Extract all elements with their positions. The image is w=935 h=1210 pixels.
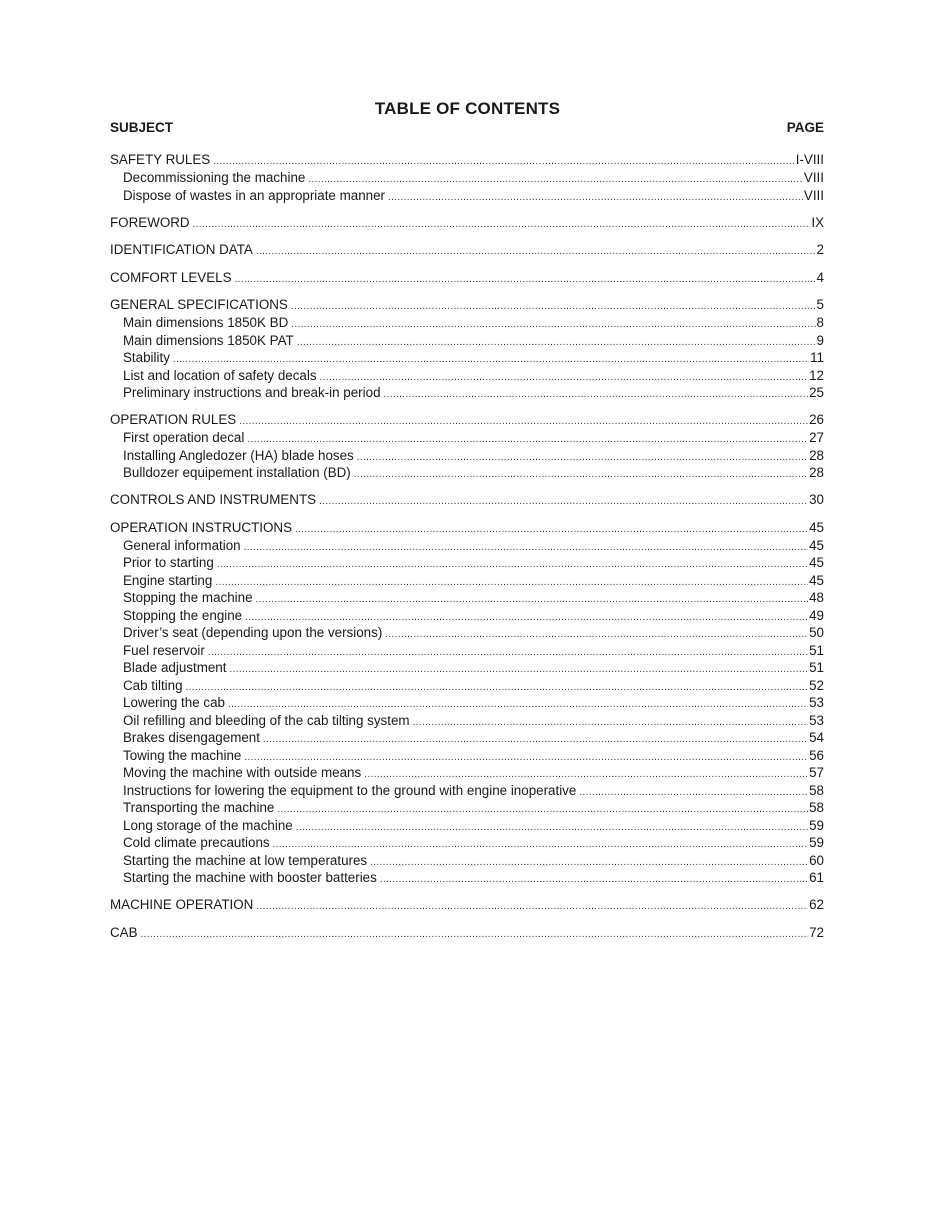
toc-subentry[interactable] [110, 852, 824, 870]
toc-entry-label: Main dimensions 1850K BD [123, 315, 289, 330]
toc-entry-label: Lowering the cab [123, 695, 225, 710]
dot-leader [141, 923, 809, 944]
toc-entry-label: OPERATION INSTRUCTIONS [110, 519, 293, 535]
toc-subentry[interactable] [110, 429, 824, 447]
toc-subentry[interactable] [110, 187, 824, 205]
toc-entry-label: CONTROLS AND INSTRUMENTS [110, 492, 317, 507]
toc-entry-label: MACHINE OPERATION [110, 897, 254, 912]
toc-subentry[interactable] [110, 447, 824, 465]
toc-subentry[interactable] [110, 869, 824, 887]
toc-subentry[interactable] [110, 799, 824, 817]
toc-subentry[interactable] [110, 782, 824, 800]
toc-section [110, 923, 824, 942]
subject-column-header: SUBJECT [110, 120, 174, 135]
toc-section-heading[interactable] [110, 895, 824, 914]
toc-subentry[interactable] [110, 367, 824, 385]
toc-subentry[interactable] [110, 384, 824, 402]
toc-entry-label: Starting the machine at low temperatures [123, 852, 368, 868]
toc-entry-label: Installing Angledozer (HA) blade hoses [123, 447, 354, 463]
toc-entry-label: Blade adjustment [123, 660, 227, 675]
toc-entry-page-number: 28 [809, 465, 824, 480]
toc-entry-page-number: 26 [809, 412, 824, 427]
toc-entry-page-number: 59 [809, 835, 824, 850]
toc-entry-label: FOREWORD [110, 214, 190, 230]
toc-entry-label: Moving the machine with outside means [123, 765, 362, 780]
toc-entry-label: Brakes disengagement [123, 730, 260, 745]
toc-entry-label: Stopping the machine [123, 590, 253, 605]
toc-entry-label: Main dimensions 1850K PAT [123, 332, 294, 348]
toc-entry-label: Dispose of wastes in an appropriate manner [123, 187, 386, 203]
toc-entry-page-number: IX [811, 214, 824, 230]
toc-entry-label: Cold climate precautions [123, 835, 270, 850]
toc-entry-page-number: 52 [809, 677, 824, 693]
toc-entry-label: First operation decal [123, 430, 245, 445]
toc-entry-label: Starting the machine with booster batteries [123, 870, 377, 885]
toc-subentry[interactable] [110, 572, 824, 590]
toc-subentry[interactable] [110, 349, 824, 367]
toc-entry-page-number: 53 [809, 712, 824, 728]
toc-entry-label: Towing the machine [123, 747, 242, 763]
toc-entry-label: SAFETY RULES [110, 152, 211, 167]
toc-entry-page-number: 45 [809, 519, 824, 535]
toc-entry-page-number: 59 [809, 817, 824, 833]
toc-subentry[interactable] [110, 589, 824, 607]
dot-leader [239, 410, 808, 431]
toc-subentry[interactable] [110, 537, 824, 555]
dot-leader [213, 150, 795, 171]
toc-entry-page-number: 27 [809, 430, 824, 445]
toc-section-heading[interactable] [110, 295, 824, 314]
toc-entry-page-number: 2 [816, 242, 824, 257]
dot-leader [319, 490, 808, 511]
dot-leader [380, 869, 808, 889]
toc-entry-page-number: I-VIII [795, 152, 824, 167]
toc-entry-page-number: 45 [809, 555, 824, 570]
toc-entry-page-number: 8 [816, 315, 824, 330]
toc-subentry[interactable] [110, 729, 824, 747]
toc-section-heading[interactable] [110, 518, 824, 537]
toc-entry-page-number: 50 [809, 625, 824, 640]
toc-entry-page-number: 56 [809, 747, 824, 763]
toc-entry-label: Preliminary instructions and break-in period [123, 385, 381, 400]
dot-leader [193, 213, 811, 234]
toc-subentry[interactable] [110, 677, 824, 695]
toc-section [110, 410, 824, 482]
toc-entry-label: Bulldozer equipement installation (BD) [123, 465, 351, 480]
toc-entry-page-number: 51 [809, 642, 824, 658]
toc-subentry[interactable] [110, 747, 824, 765]
toc-entry-page-number: 11 [810, 350, 824, 365]
dot-leader [235, 268, 816, 289]
toc-entry-label: General information [123, 537, 241, 553]
toc-section [110, 518, 824, 887]
toc-entry-page-number: 45 [809, 572, 824, 588]
toc-subentry[interactable] [110, 624, 824, 642]
toc-entry-label: Prior to starting [123, 555, 214, 570]
toc-subentry[interactable] [110, 694, 824, 712]
toc-entry-page-number: 49 [809, 607, 824, 623]
toc-entry-label: Engine starting [123, 572, 213, 588]
toc-section [110, 240, 824, 259]
toc-section-heading[interactable] [110, 410, 824, 429]
toc-section [110, 295, 824, 402]
toc-entry-page-number: 60 [809, 852, 824, 868]
page-title: TABLE OF CONTENTS [374, 99, 561, 118]
toc-entry-label: Stability [123, 350, 170, 365]
toc-entry-page-number: 4 [816, 269, 824, 285]
toc-subentry[interactable] [110, 834, 824, 852]
toc-entry-label: GENERAL SPECIFICATIONS [110, 297, 288, 312]
toc-section-heading[interactable] [110, 150, 824, 169]
toc-subentry[interactable] [110, 817, 824, 835]
toc-entry-page-number: 25 [809, 385, 824, 400]
toc-entry-label: Fuel reservoir [123, 642, 205, 658]
toc-entry-page-number: 28 [809, 447, 824, 463]
toc-section-heading[interactable] [110, 268, 824, 287]
dot-leader [388, 187, 803, 207]
toc-section [110, 490, 824, 509]
toc-entry-page-number: 9 [816, 332, 824, 348]
dot-leader [291, 295, 816, 316]
toc-section [110, 150, 824, 204]
toc-subentry[interactable] [110, 332, 824, 350]
toc-entry-page-number: 53 [809, 695, 824, 710]
toc-entry-label: IDENTIFICATION DATA [110, 242, 253, 257]
toc-entry-page-number: 45 [809, 537, 824, 553]
toc-section-heading[interactable] [110, 240, 824, 259]
toc-entry-label: List and location of safety decals [123, 367, 317, 383]
dot-leader [256, 895, 808, 916]
toc-section [110, 895, 824, 914]
table-of-contents [110, 150, 824, 950]
toc-entry-label: Cab tilting [123, 677, 183, 693]
toc-entry-label: Long storage of the machine [123, 817, 293, 833]
toc-entry-label: OPERATION RULES [110, 412, 237, 427]
toc-entry-page-number: 51 [809, 660, 824, 675]
toc-entry-page-number: 12 [809, 367, 824, 383]
toc-entry-page-number: 30 [809, 492, 824, 507]
dot-leader [256, 240, 816, 261]
page-column-header: PAGE [786, 120, 824, 135]
toc-subentry[interactable] [110, 642, 824, 660]
toc-subentry[interactable] [110, 607, 824, 625]
toc-entry-label: Stopping the engine [123, 607, 243, 623]
toc-subentry[interactable] [110, 554, 824, 572]
toc-entry-label: Decommissioning the machine [123, 170, 306, 185]
toc-entry-page-number: 57 [809, 765, 824, 780]
toc-entry-label: Transporting the machine [123, 800, 275, 815]
toc-entry-page-number: 48 [809, 590, 824, 605]
toc-subentry[interactable] [110, 659, 824, 677]
toc-entry-label: Oil refilling and bleeding of the cab tilting system [123, 712, 410, 728]
dot-leader [354, 464, 808, 484]
toc-subentry[interactable] [110, 464, 824, 482]
toc-entry-page-number: VIII [803, 170, 824, 185]
toc-entry-page-number: 54 [809, 730, 824, 745]
toc-subentry[interactable] [110, 764, 824, 782]
toc-entry-label: COMFORT LEVELS [110, 269, 232, 285]
dot-leader [295, 518, 808, 539]
toc-section [110, 268, 824, 287]
toc-section [110, 213, 824, 232]
toc-entry-page-number: 58 [809, 800, 824, 815]
toc-section-heading[interactable] [110, 490, 824, 509]
toc-entry-page-number: VIII [803, 187, 824, 203]
toc-entry-page-number: 5 [816, 297, 824, 312]
toc-entry-page-number: 58 [809, 782, 824, 798]
toc-section-heading[interactable] [110, 923, 824, 942]
toc-subentry[interactable] [110, 314, 824, 332]
toc-entry-page-number: 72 [809, 924, 824, 940]
dot-leader [384, 384, 809, 404]
toc-section-heading[interactable] [110, 213, 824, 232]
toc-entry-page-number: 62 [809, 897, 824, 912]
toc-subentry[interactable] [110, 169, 824, 187]
toc-entry-label: Instructions for lowering the equipment to the ground with engine inoperative [123, 782, 577, 798]
toc-entry-page-number: 61 [809, 870, 824, 885]
toc-entry-label: Driver’s seat (depending upon the versions) [123, 625, 383, 640]
toc-entry-label: CAB [110, 924, 138, 940]
toc-subentry[interactable] [110, 712, 824, 730]
